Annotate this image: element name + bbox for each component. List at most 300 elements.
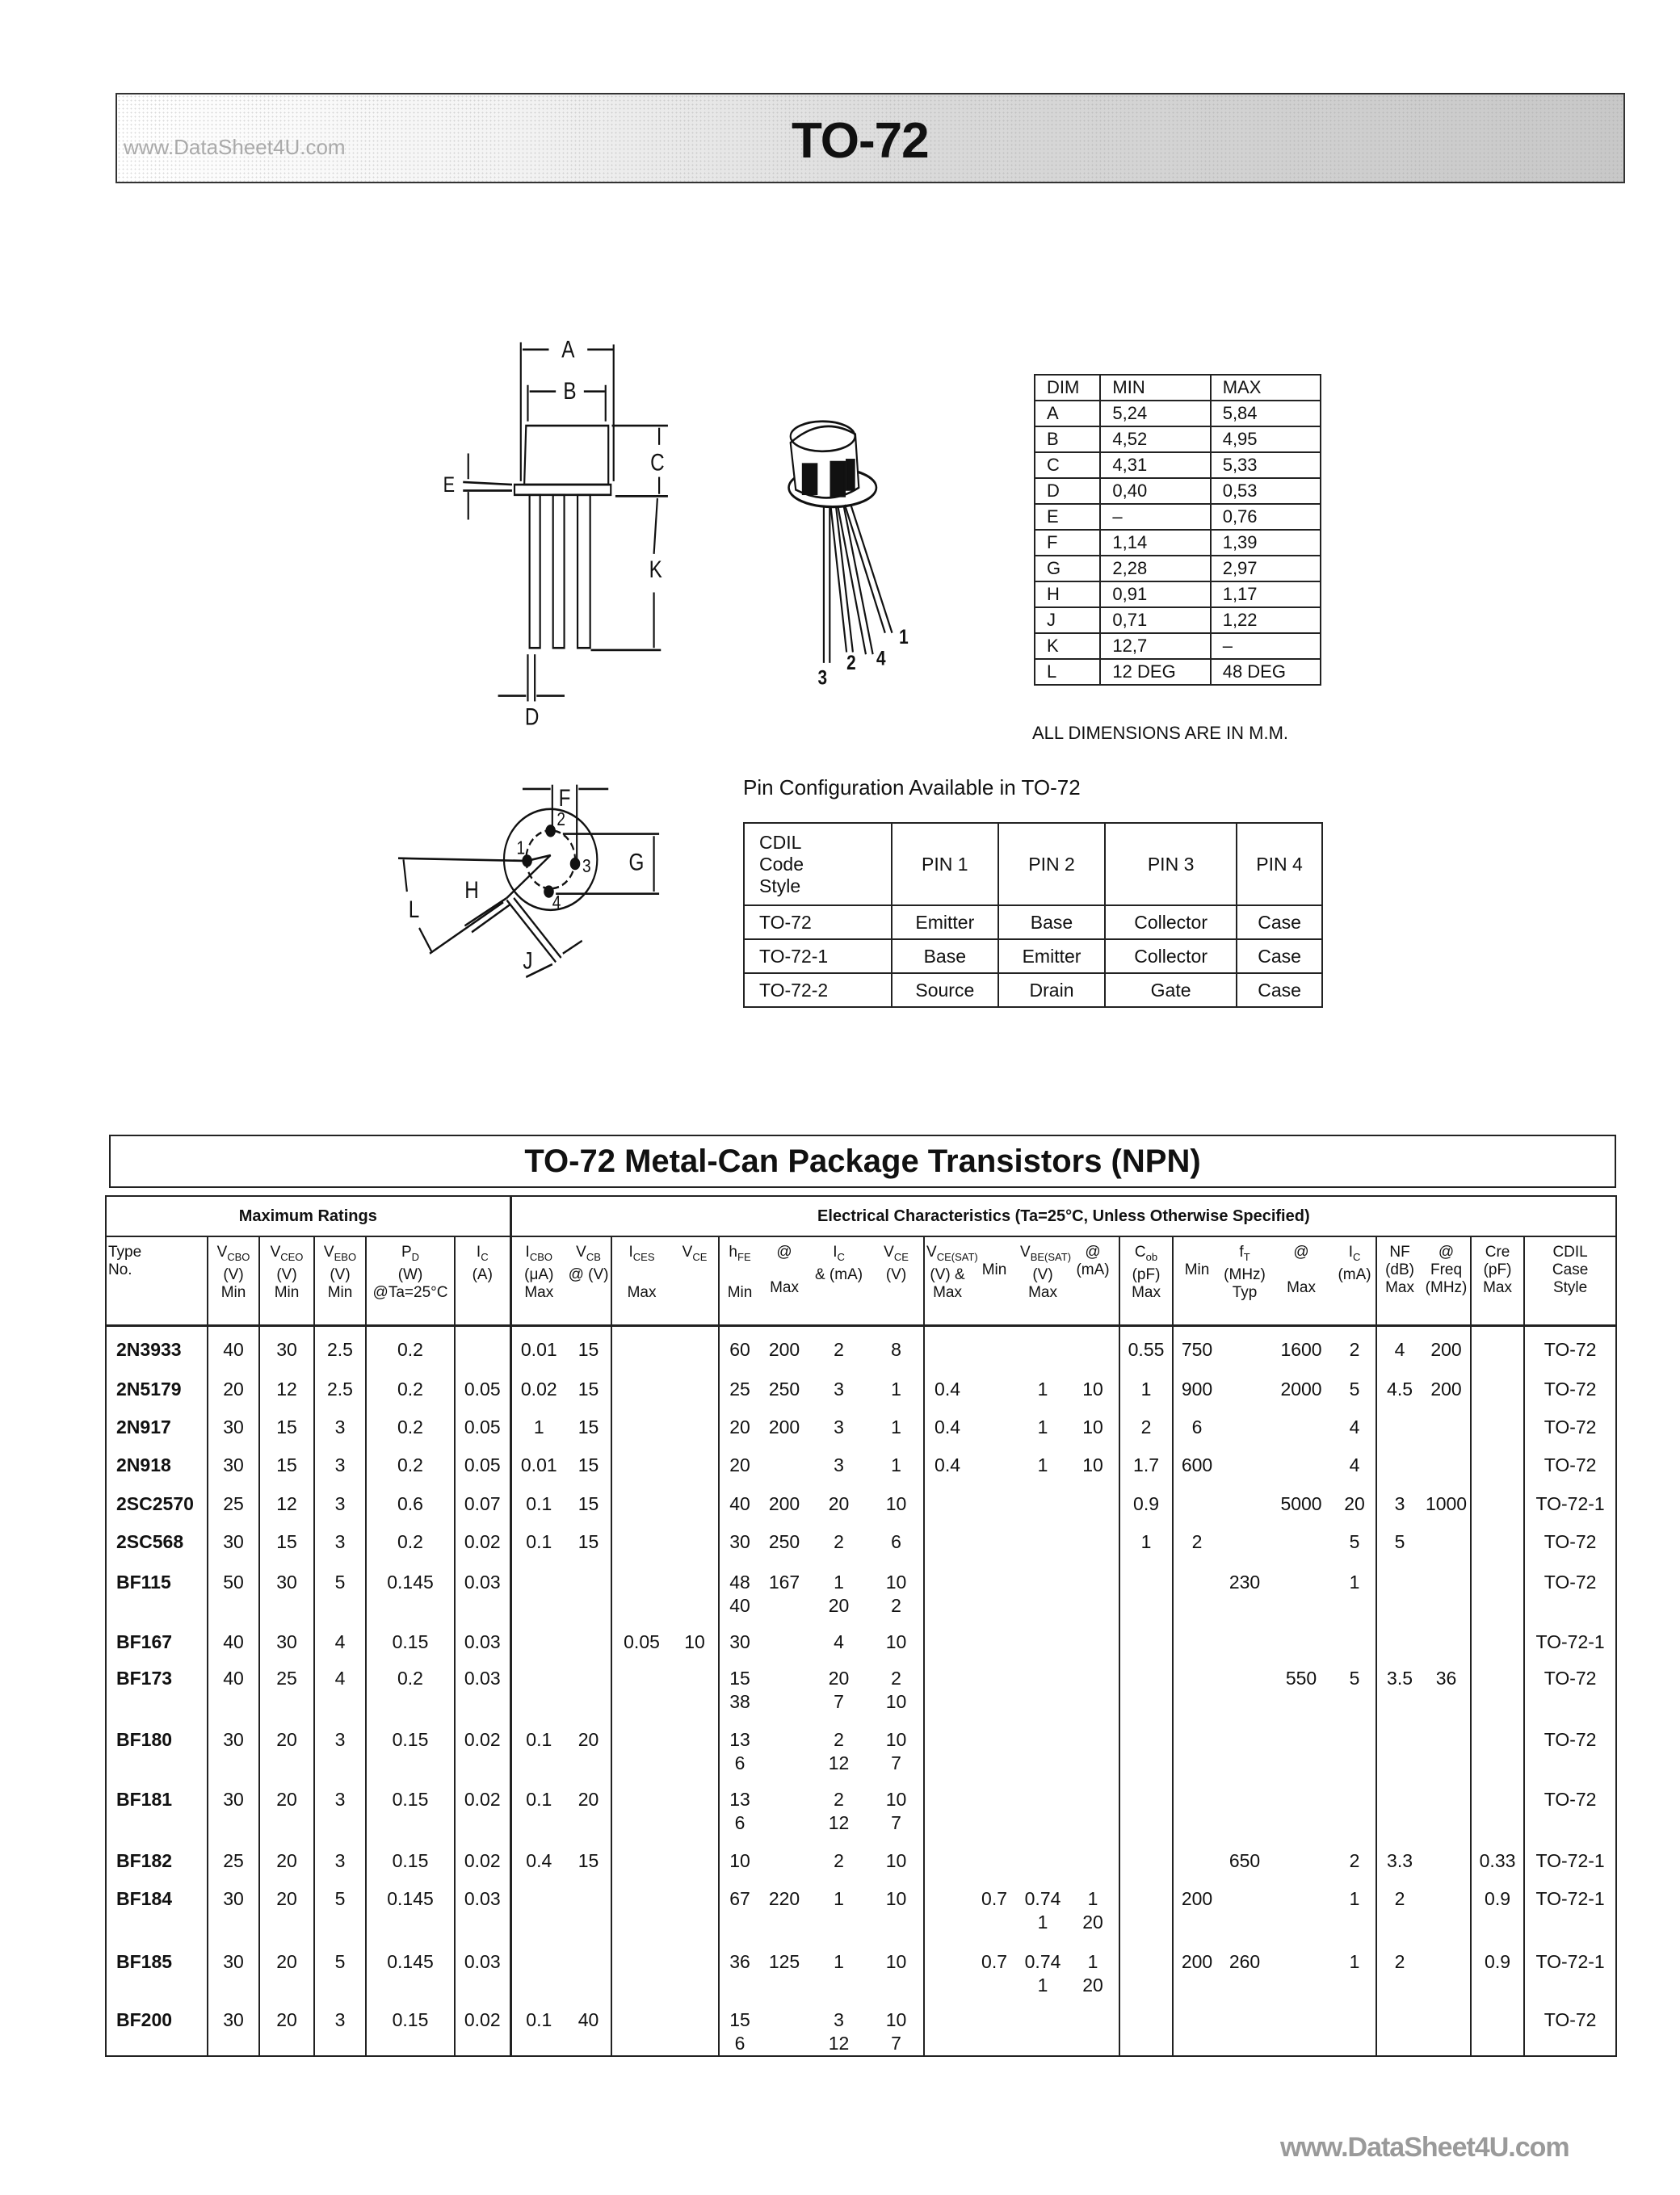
data-cell: [1334, 1619, 1376, 1656]
data-cell: 40: [208, 1326, 259, 1366]
header-unit: (pF): [1483, 1261, 1512, 1278]
data-cell: [924, 1519, 970, 1559]
header-qualifier: [810, 1284, 867, 1302]
dim-row: [1035, 556, 1321, 581]
column-header: [106, 1236, 208, 1326]
data-cell: TO-72: [1544, 1788, 1597, 1810]
dim-cell: E: [1035, 504, 1100, 530]
header-unit: [972, 1244, 1017, 1261]
data-cell: 30: [208, 1404, 259, 1442]
data-cell: [924, 1997, 970, 2056]
data-cell: 15: [566, 1366, 611, 1404]
table-row: [106, 1619, 1616, 1656]
data-cell: [611, 1656, 671, 1717]
data-cell: 3.5: [1387, 1667, 1413, 1689]
header-unit: [614, 1266, 670, 1284]
data-cell: [924, 1876, 970, 1939]
data-cell: 20: [566, 1777, 611, 1838]
data-cell: [1422, 1997, 1471, 2056]
pin-2-label: 2: [846, 650, 856, 674]
header-unit: (pF): [1132, 1265, 1161, 1283]
data-cell: [1018, 1619, 1067, 1656]
data-cell: [1067, 1717, 1119, 1777]
data-cell: [1471, 1997, 1524, 2056]
data-cell: 4: [1334, 1404, 1376, 1442]
data-cell: 0.05: [455, 1442, 510, 1481]
header-symbol-main: f: [1239, 1244, 1244, 1261]
data-cell: [1119, 1717, 1173, 1777]
data-cell: 2000: [1280, 1378, 1322, 1400]
header-qualifier: @Ta=25°C: [372, 1283, 448, 1301]
data-cell: [760, 1717, 808, 1777]
data-cell: [611, 1366, 671, 1404]
column-header: [1018, 1236, 1072, 1326]
data-cell: 167: [768, 1571, 800, 1593]
table-row: [106, 1777, 1616, 1838]
header-symbol: [1270, 1244, 1332, 1261]
data-cell: 15: [566, 1326, 611, 1366]
header-unit: No.: [108, 1261, 132, 1278]
data-cell: 30: [259, 1326, 314, 1366]
header-symbol: [368, 1244, 452, 1266]
bottom-pin-3: 3: [582, 855, 591, 877]
data-cell: 1.7: [1119, 1442, 1173, 1481]
header-symbol-main: I: [476, 1244, 481, 1261]
data-cell: 0.15: [366, 1838, 455, 1876]
data-cell: [1269, 1777, 1334, 1838]
data-cell: 200: [1181, 1950, 1213, 1972]
data-cell: 0.1: [526, 1728, 552, 1750]
data-cell: [1119, 1876, 1173, 1939]
pin-cell: Emitter: [892, 905, 998, 939]
data-cell: [1269, 1442, 1334, 1481]
data-cell: [566, 1559, 611, 1619]
data-cell: 20: [828, 1492, 850, 1514]
data-cell: [1269, 1838, 1334, 1876]
data-cell: 0.1: [526, 1530, 552, 1552]
table-row: [106, 1997, 1616, 2056]
header-symbol: [1379, 1244, 1421, 1261]
data-cell: [611, 1997, 671, 2056]
data-cell: 15 38: [729, 1667, 750, 1712]
data-cell: TO-72-1: [1535, 1887, 1605, 1909]
data-cell: 1000: [1422, 1481, 1471, 1519]
column-header: [259, 1236, 314, 1326]
data-cell: 20: [208, 1366, 259, 1404]
data-cell: 2: [834, 1849, 844, 1871]
data-cell: [1471, 1656, 1524, 1717]
data-cell: 67: [729, 1887, 750, 1909]
column-header: [760, 1236, 808, 1326]
data-cell: 2: [1334, 1838, 1376, 1876]
data-cell: 0.9: [1119, 1481, 1173, 1519]
data-cell: 5: [1334, 1366, 1376, 1404]
data-cell: 40: [729, 1492, 750, 1514]
data-cell: 0.02: [455, 1777, 510, 1838]
dim-cell: 4,31: [1100, 452, 1210, 478]
dim-cell: B: [1035, 426, 1100, 452]
data-cell: [1220, 1876, 1269, 1939]
data-cell: [671, 1366, 719, 1404]
data-cell: 230: [1228, 1571, 1261, 1593]
dim-cell: 2,97: [1211, 556, 1321, 581]
column-header-row: [106, 1236, 1616, 1326]
column-header: [869, 1236, 924, 1326]
data-cell: 0.4: [934, 1416, 961, 1437]
header-symbol-sub: C: [481, 1250, 489, 1263]
group-header-row: [106, 1196, 1616, 1236]
data-cell: [611, 1939, 671, 1997]
header-unit: [673, 1266, 716, 1284]
header-symbol-main: @ Freq: [1430, 1244, 1463, 1278]
header-symbol-main: h: [729, 1244, 737, 1261]
header-symbol-sub: C: [1352, 1250, 1361, 1263]
header-unit: [721, 1266, 758, 1284]
header-unit: (mA): [1338, 1265, 1371, 1283]
data-cell: 15: [566, 1838, 611, 1876]
data-cell: 12: [259, 1481, 314, 1519]
header-symbol-main: V: [682, 1244, 693, 1261]
data-cell: [924, 1656, 970, 1717]
dimension-note: ALL DIMENSIONS ARE IN M.M.: [1032, 723, 1289, 743]
data-cell: [970, 1838, 1018, 1876]
data-cell: [1067, 1519, 1119, 1559]
label-B: B: [563, 376, 577, 405]
data-cell: 200: [1181, 1887, 1213, 1909]
data-cell: 30: [208, 1876, 259, 1939]
type-number: BF181: [106, 1777, 208, 1838]
data-cell: [760, 1656, 808, 1717]
data-cell: [1173, 1559, 1220, 1619]
table-row: [106, 1404, 1616, 1442]
data-cell: [1220, 1404, 1269, 1442]
data-cell: [1220, 1326, 1269, 1366]
type-number: 2N3933: [106, 1326, 208, 1366]
header-qualifier: [1069, 1279, 1117, 1297]
data-cell: 4: [834, 1631, 844, 1652]
column-header: [1471, 1236, 1524, 1326]
data-cell: 10: [869, 1481, 924, 1519]
data-cell: [1471, 1481, 1524, 1519]
header-symbol: [210, 1244, 257, 1266]
data-cell: TO-72: [1544, 1339, 1597, 1360]
pin-cell: TO-72: [744, 905, 892, 939]
header-qualifier: [568, 1284, 609, 1302]
header-symbol-main: NF: [1389, 1244, 1410, 1261]
dim-cell: 0,71: [1100, 607, 1210, 633]
pin-row: [744, 939, 1322, 973]
header-symbol: [1020, 1244, 1072, 1266]
type-number: BF184: [106, 1876, 208, 1939]
data-cell: [1422, 1876, 1471, 1939]
header-watermark: www.DataSheet4U.com: [124, 135, 346, 159]
data-cell: [510, 1656, 566, 1717]
type-number: 2SC568: [106, 1519, 208, 1559]
header-symbol: [1473, 1244, 1522, 1261]
dim-cell: 5,33: [1211, 452, 1321, 478]
dim-cell: 48 DEG: [1211, 659, 1321, 685]
data-cell: [611, 1777, 671, 1838]
data-cell: 5000: [1280, 1492, 1322, 1514]
data-cell: 4: [1394, 1339, 1405, 1360]
data-cell: 10: [869, 1939, 924, 1997]
data-cell: 15: [566, 1519, 611, 1559]
data-cell: 0.02: [455, 1838, 510, 1876]
dim-row: [1035, 426, 1321, 452]
pin-header-row: [744, 823, 1322, 905]
data-cell: 0.2: [366, 1326, 455, 1366]
bottom-pin-2: 2: [556, 808, 565, 830]
data-cell: [924, 1619, 970, 1656]
dim-row: [1035, 659, 1321, 685]
data-cell: [1376, 1619, 1422, 1656]
data-cell: [671, 1404, 719, 1442]
data-cell: 2: [1191, 1530, 1203, 1552]
data-cell: [671, 1442, 719, 1481]
data-cell: [611, 1876, 671, 1939]
data-cell: 1600: [1280, 1339, 1322, 1360]
data-cell: [1269, 1404, 1334, 1442]
data-cell: 200: [1422, 1366, 1471, 1404]
data-cell: 20: [259, 1717, 314, 1777]
dim-cell: 0,91: [1100, 581, 1210, 607]
data-cell: 15: [566, 1404, 611, 1442]
data-cell: [1119, 1939, 1173, 1997]
data-cell: [1376, 1777, 1422, 1838]
data-cell: TO-72-1: [1535, 1631, 1605, 1652]
data-cell: [671, 1876, 719, 1939]
data-cell: [1119, 1997, 1173, 2056]
header-symbol-main: Type: [108, 1244, 142, 1261]
data-cell: [611, 1326, 671, 1366]
header-unit: (A): [472, 1265, 493, 1283]
pin-1-label: 1: [899, 625, 909, 648]
data-cell: 4.5: [1387, 1378, 1413, 1400]
header-qualifier: Style: [1552, 1279, 1588, 1296]
data-cell: [1269, 1939, 1334, 1997]
header-symbol-main: C: [1134, 1244, 1146, 1261]
header-symbol-sub: CES: [632, 1250, 655, 1263]
data-cell: 2 10: [869, 1656, 924, 1717]
data-cell: 0.1: [526, 2008, 552, 2030]
data-cell: 0.6: [366, 1481, 455, 1519]
data-cell: 1: [1334, 1876, 1376, 1939]
dim-cell: 1,22: [1211, 607, 1321, 633]
data-cell: [1067, 1481, 1119, 1519]
header-symbol-sub: D: [411, 1250, 420, 1263]
data-cell: 20: [259, 1939, 314, 1997]
data-cell: 4: [1334, 1442, 1376, 1481]
data-cell: 0.145: [366, 1939, 455, 1997]
data-cell: TO-72: [1544, 1728, 1597, 1750]
dim-cell: 0,53: [1211, 478, 1321, 504]
dim-cell: H: [1035, 581, 1100, 607]
data-cell: [1067, 1619, 1119, 1656]
data-cell: [970, 1656, 1018, 1717]
header-symbol-sub: CE: [692, 1250, 708, 1263]
data-cell: [671, 1656, 719, 1717]
data-cell: [510, 1619, 566, 1656]
header-unit: & (mA): [814, 1265, 863, 1283]
data-cell: [760, 1442, 808, 1481]
data-cell: 1: [869, 1366, 924, 1404]
data-cell: 0.7: [981, 1887, 1008, 1909]
dim-cell: 5,84: [1211, 401, 1321, 426]
data-cell: TO-72: [1544, 1667, 1597, 1689]
data-cell: 0.7: [981, 1950, 1008, 1972]
pin-config-title: Pin Configuration Available in TO-72: [743, 775, 1081, 800]
header-symbol-sub: C: [837, 1250, 845, 1263]
data-cell: 250: [768, 1530, 800, 1552]
data-cell: [1173, 1777, 1220, 1838]
bottom-pin-1: 1: [516, 837, 526, 858]
data-cell: [1119, 1777, 1173, 1838]
bottom-view: [398, 784, 659, 977]
header-unit: (V) &: [930, 1265, 965, 1283]
data-cell: [1269, 1519, 1334, 1559]
data-cell: [1173, 1997, 1220, 2056]
data-cell: 20: [729, 1454, 750, 1475]
data-cell: [1471, 1404, 1524, 1442]
data-cell: [1018, 1656, 1067, 1717]
header-symbol: [1527, 1244, 1614, 1261]
pin-4-label: 4: [876, 646, 886, 669]
data-cell: 0.15: [366, 1777, 455, 1838]
table-row: [106, 1481, 1616, 1519]
dim-cell: F: [1035, 530, 1100, 556]
data-cell: 10 7: [869, 1997, 924, 2056]
page-title: TO-72: [792, 113, 929, 169]
data-cell: [566, 1876, 611, 1939]
header-symbol-sub: CBO: [227, 1250, 250, 1263]
data-cell: [970, 1777, 1018, 1838]
lead: [578, 495, 590, 648]
data-cell: 6: [1191, 1416, 1203, 1437]
header-unit: (W): [397, 1265, 423, 1283]
data-cell: 8: [869, 1326, 924, 1366]
data-cell: 30: [729, 1530, 750, 1552]
data-cell: [1376, 1559, 1422, 1619]
data-cell: 20: [1334, 1481, 1376, 1519]
header-symbol: [810, 1244, 867, 1266]
data-cell: [1471, 1717, 1524, 1777]
column-header: [1376, 1236, 1422, 1326]
data-cell: 25: [259, 1656, 314, 1717]
data-cell: 125: [768, 1950, 800, 1972]
dim-cell: DIM: [1035, 375, 1100, 401]
table-row: [106, 1838, 1616, 1876]
data-cell: [1220, 1619, 1269, 1656]
pin-cell: Collector: [1105, 939, 1237, 973]
data-cell: 30: [208, 1939, 259, 1997]
data-cell: 1: [533, 1416, 544, 1437]
data-cell: 3.3: [1387, 1849, 1413, 1871]
data-cell: [1018, 1838, 1067, 1876]
header-symbol-main: I: [525, 1244, 530, 1261]
header-symbol: [762, 1244, 807, 1261]
data-cell: [970, 1366, 1018, 1404]
dim-cell: C: [1035, 452, 1100, 478]
data-cell: 5: [314, 1939, 366, 1997]
data-cell: 60: [729, 1339, 750, 1360]
data-cell: 2: [1334, 1326, 1376, 1366]
pin-cell: Drain: [998, 973, 1105, 1007]
data-cell: 30: [208, 1777, 259, 1838]
data-cell: [1269, 1717, 1334, 1777]
column-header: [719, 1236, 760, 1326]
data-cell: 0.02: [455, 1519, 510, 1559]
data-cell: 15: [566, 1481, 611, 1519]
data-cell: [924, 1777, 970, 1838]
column-header: [208, 1236, 259, 1326]
dim-cell: D: [1035, 478, 1100, 504]
data-cell: 0.74 1: [1024, 1950, 1061, 1996]
data-cell: [1471, 1519, 1524, 1559]
dim-cell: 2,28: [1100, 556, 1210, 581]
data-cell: 0.15: [366, 1997, 455, 2056]
column-header: [1220, 1236, 1269, 1326]
data-cell: 260: [1228, 1950, 1261, 1972]
data-cell: 13 6: [729, 1728, 750, 1773]
table-row: [106, 1939, 1616, 1997]
data-cell: 250: [768, 1378, 800, 1400]
data-cell: 2.5: [314, 1366, 366, 1404]
table-row: [106, 1326, 1616, 1366]
header-symbol-sub: T: [1243, 1250, 1250, 1263]
data-cell: 2 12: [828, 1788, 850, 1833]
data-cell: 0.02: [455, 1997, 510, 2056]
pin-header-cell: PIN 2: [998, 823, 1105, 905]
pin-row: [744, 905, 1322, 939]
data-cell: [1018, 1481, 1067, 1519]
data-cell: 15: [259, 1404, 314, 1442]
data-cell: 13 6: [729, 1788, 750, 1833]
data-cell: [1018, 1326, 1067, 1366]
perspective-view: [789, 422, 909, 689]
data-cell: 12: [259, 1366, 314, 1404]
header-symbol-sub: ob: [1145, 1250, 1158, 1263]
header-qualifier: Min: [274, 1283, 300, 1301]
data-cell: 10: [1067, 1366, 1119, 1404]
data-cell: 25: [208, 1838, 259, 1876]
column-header: [566, 1236, 611, 1326]
header-unit: @ (V): [568, 1265, 609, 1283]
data-cell: [1018, 1519, 1067, 1559]
transistor-table: [105, 1195, 1617, 2057]
type-number: 2N918: [106, 1442, 208, 1481]
data-cell: 0.01: [520, 1454, 557, 1475]
data-cell: [970, 1559, 1018, 1619]
data-cell: 2: [1394, 1950, 1405, 1972]
dimension-table: [1034, 374, 1321, 686]
header-qualifier: Typ: [1232, 1283, 1258, 1301]
data-cell: 40: [208, 1619, 259, 1656]
data-cell: 0.2: [366, 1442, 455, 1481]
data-cell: 10 2: [869, 1559, 924, 1619]
type-number: BF200: [106, 1997, 208, 2056]
header-symbol-sub: FE: [737, 1250, 751, 1263]
table-row: [106, 1366, 1616, 1404]
data-cell: 1: [834, 1950, 844, 1972]
data-cell: [1220, 1997, 1269, 2056]
header-symbol: [673, 1244, 716, 1266]
data-cell: 0.02: [520, 1378, 557, 1400]
header-symbol: [1335, 1244, 1374, 1266]
data-cell: [1269, 1997, 1334, 2056]
column-header: [366, 1236, 455, 1326]
header-symbol: [457, 1244, 508, 1266]
header-symbol-main: I: [833, 1244, 838, 1261]
